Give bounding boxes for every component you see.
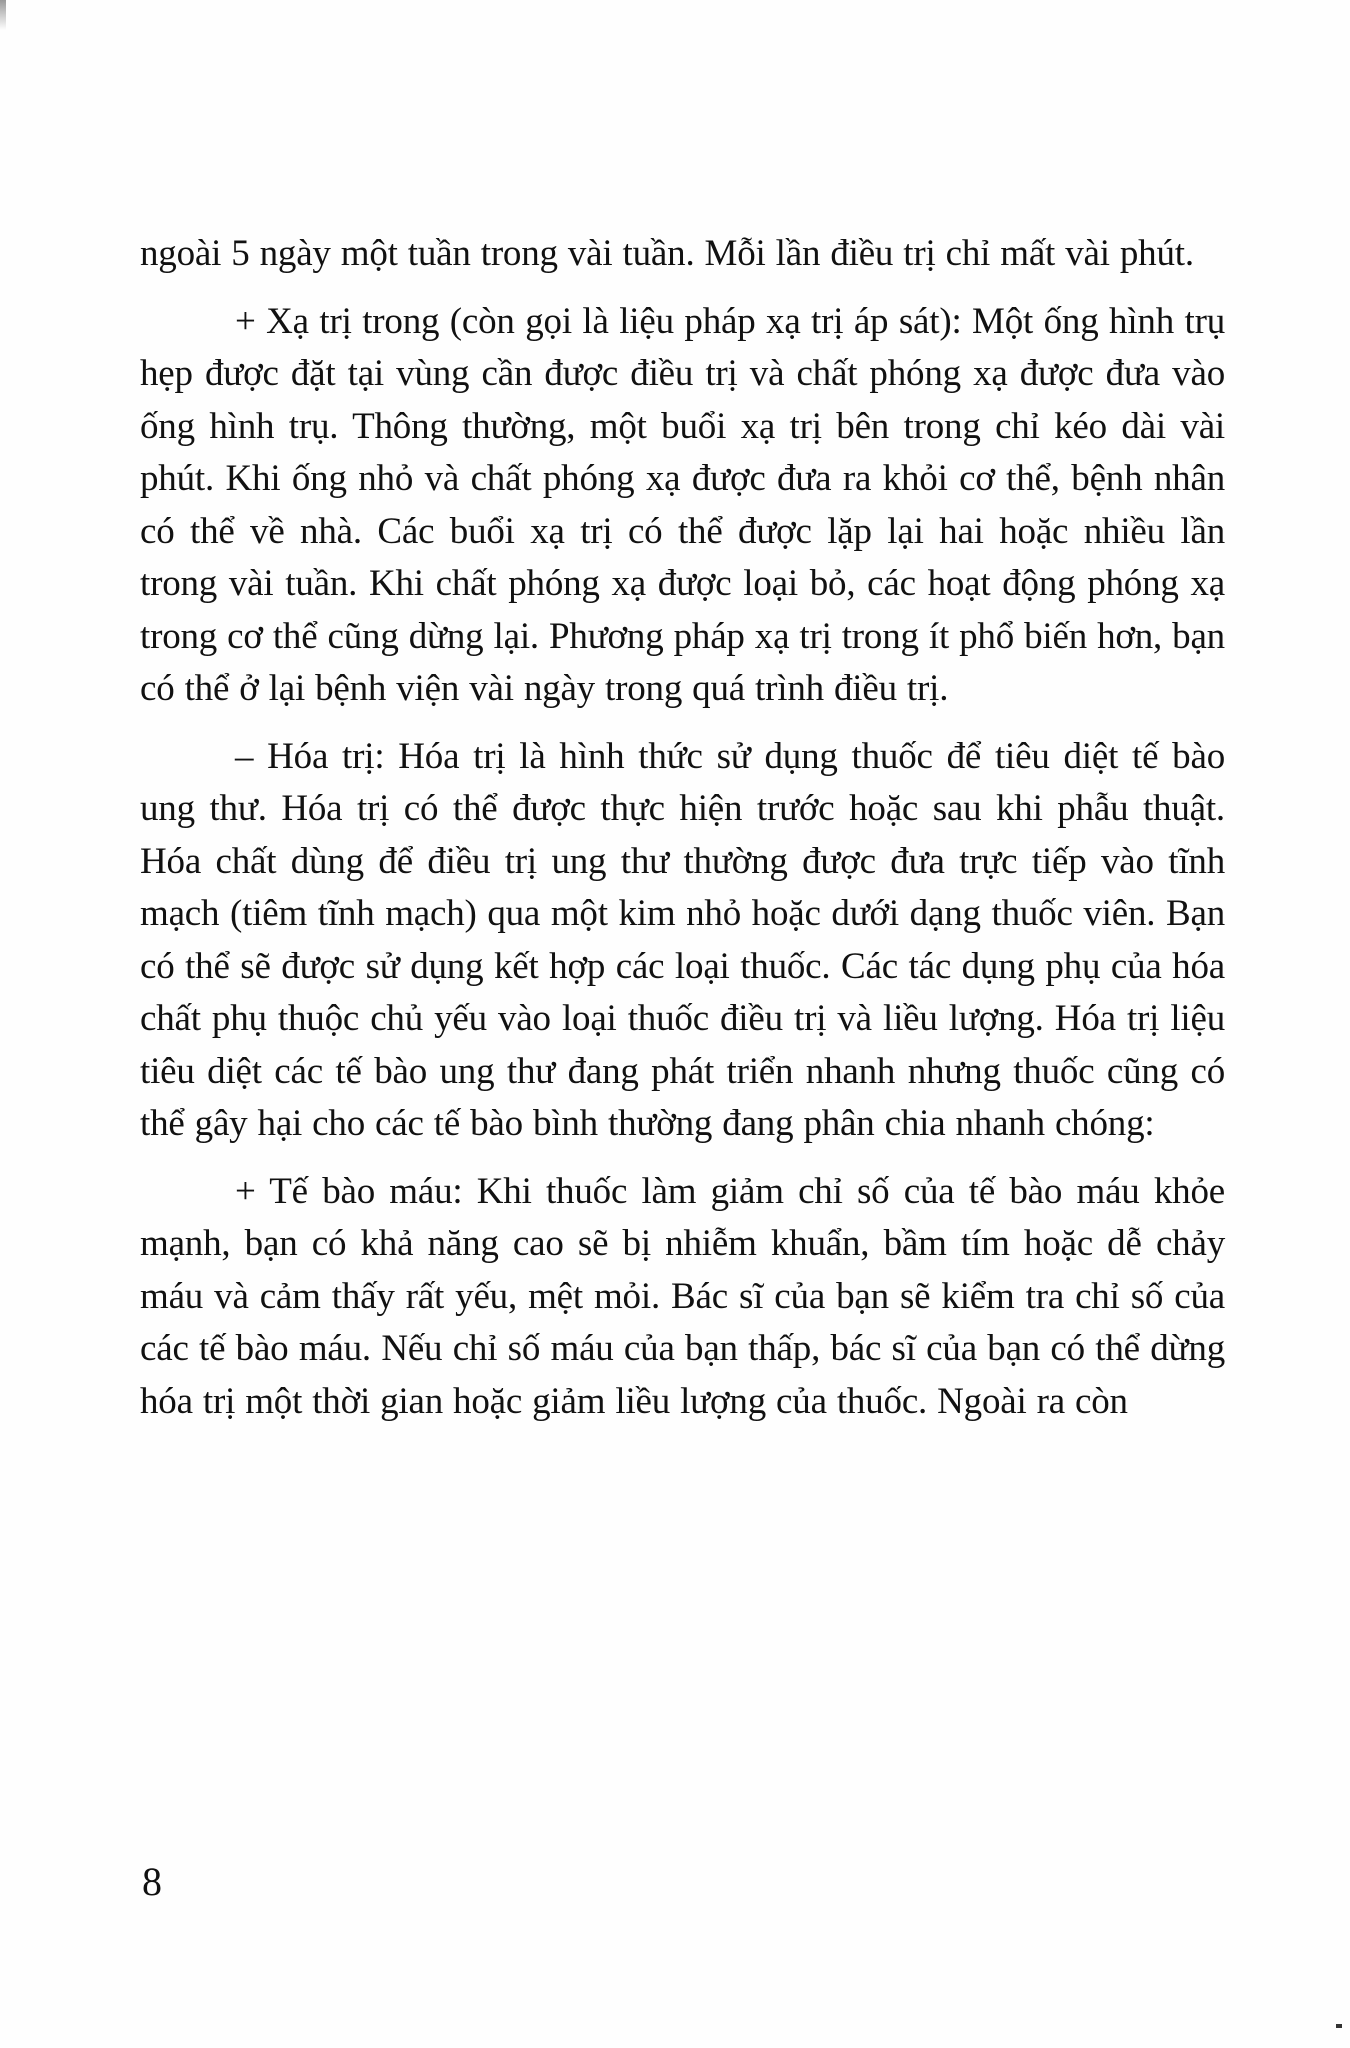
paragraph-chemotherapy: – Hóa trị: Hóa trị là hình thức sử dụng thuốc để tiêu diệt tế bào ung thư. Hóa trị có thể được thực hiện trước hoặc sau khi phẫu thuật. Hóa chất dùng để điều trị ung thư thường được đưa trực tiếp vào tĩnh mạch (tiêm tĩnh mạch) qua một kim nhỏ hoặc dưới dạng thuốc viên. Bạn có thể sẽ được sử dụng kết hợp các loại thuốc. Các tác dụng phụ của hóa chất phụ thuộc chủ yếu vào loại thuốc điều trị và liều lượng. Hóa trị liệu tiêu diệt các tế bào ung thư đang phát triển nhanh nhưng thuốc cũng có thể gây hại cho các tế bào bình thường đang phân chia nhanh chóng: <box>140 735 1225 1144</box>
page-number: 8 <box>142 1859 162 1904</box>
paragraph-internal-radiotherapy: + Xạ trị trong (còn gọi là liệu pháp xạ trị áp sát): Một ống hình trụ hẹp được đặt tại vùng cần được điều trị và chất phóng xạ được đưa vào ống hình trụ. Thông thường, một buổi xạ trị bên trong chỉ kéo dài vài phút. Khi ống nhỏ và chất phóng xạ được đưa ra khỏi cơ thể, bệnh nhân có thể về nhà. Các buổi xạ trị có thể được lặp lại hai hoặc nhiều lần trong vài tuần. Khi chất phóng xạ được loại bỏ, các hoạt động phóng xạ trong cơ thể cũng dừng lại. Phương pháp xạ trị trong ít phổ biến hơn, bạn có thể ở lại bệnh viện vài ngày trong quá trình điều trị. <box>140 300 1225 709</box>
scan-edge-mark <box>1336 2024 1342 2028</box>
body-text <box>140 228 1225 1443</box>
paragraph-continuation: ngoài 5 ngày một tuần trong vài tuần. Mỗi lần điều trị chỉ mất vài phút. <box>140 233 1194 274</box>
paragraph-blood-cells: + Tế bào máu: Khi thuốc làm giảm chỉ số của tế bào máu khỏe mạnh, bạn có khả năng cao sẽ bị nhiễm khuẩn, bầm tím hoặc dễ chảy máu và cảm thấy rất yếu, mệt mỏi. Bác sĩ của bạn sẽ kiểm tra chỉ số của các tế bào máu. Nếu chỉ số máu của bạn thấp, bác sĩ của bạn có thể dừng hóa trị một thời gian hoặc giảm liều lượng của thuốc. Ngoài ra còn <box>140 1170 1225 1422</box>
scan-edge-mark <box>0 0 6 30</box>
